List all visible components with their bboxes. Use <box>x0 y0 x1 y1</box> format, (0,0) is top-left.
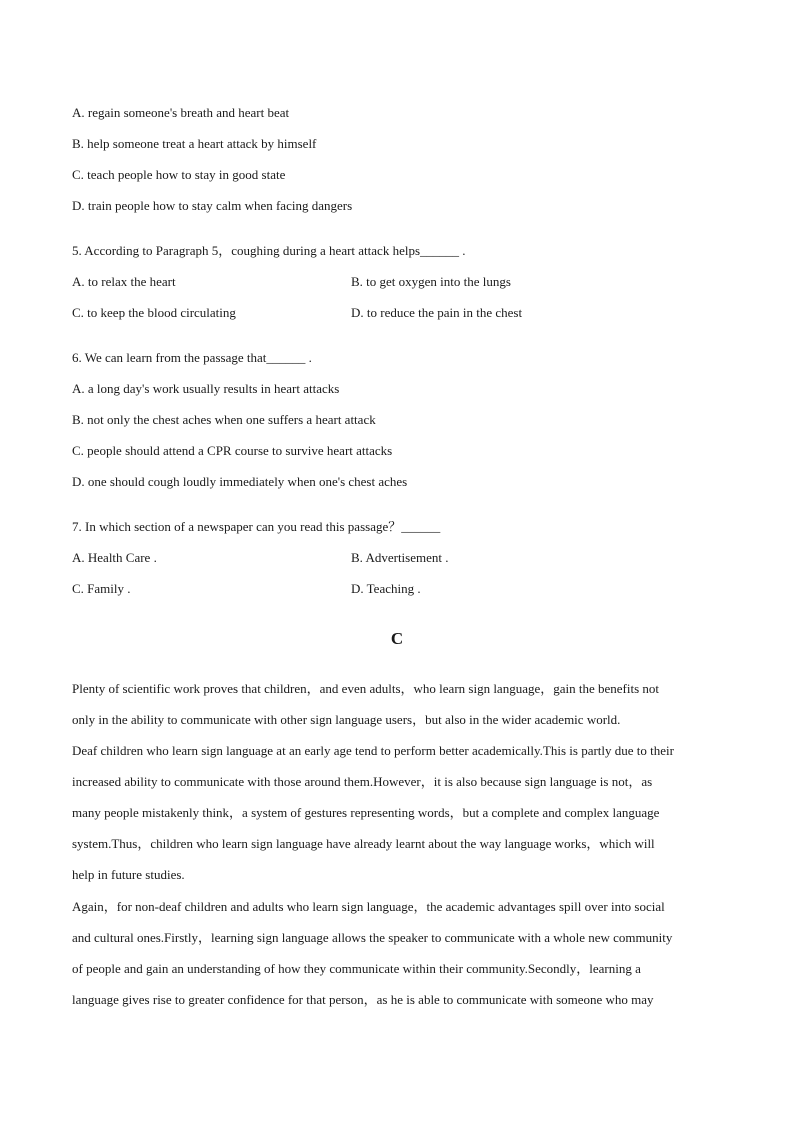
q4-option-d: D. train people how to stay calm when facing dangers <box>72 198 353 213</box>
passage-line: of people and gain an understanding of how they communicate within their community.Secondly，learning a <box>72 961 641 976</box>
q4-option-b: B. help someone treat a heart attack by himself <box>72 136 317 151</box>
passage-line: help in future studies. <box>72 867 185 882</box>
q6-option-d: D. one should cough loudly immediately when one's chest aches <box>72 474 408 489</box>
passage-line: and cultural ones.Firstly，learning sign language allows the speaker to communicate with a whole new community <box>72 930 673 945</box>
section-heading: C <box>390 629 404 648</box>
q6-option-a: A. a long day's work usually results in heart attacks <box>72 381 340 396</box>
q5-option-a: A. to relax the heart <box>72 274 176 289</box>
passage-line: Plenty of scientific work proves that children，and even adults，who learn sign language，gain the benefits not <box>72 681 660 696</box>
q5-option-c: C. to keep the blood circulating <box>72 305 236 320</box>
passage-line: many people mistakenly think，a system of gestures representing words，but a complete and complex language <box>72 805 660 820</box>
q6-option-b: B. not only the chest aches when one suffers a heart attack <box>72 412 376 427</box>
q4-option-c: C. teach people how to stay in good state <box>72 167 286 182</box>
q7-option-b: B. Advertisement . <box>351 550 449 565</box>
q7-option-c: C. Family . <box>72 581 131 596</box>
passage-line: Again，for non-deaf children and adults who learn sign language，the academic advantages spill over into social <box>72 899 665 914</box>
passage-line: only in the ability to communicate with other sign language users，but also in the wider academic world. <box>72 712 621 727</box>
q5-option-b: B. to get oxygen into the lungs <box>351 274 511 289</box>
q6-stem: 6. We can learn from the passage that______ . <box>72 350 312 365</box>
passage-line: language gives rise to greater confidence for that person，as he is able to communicate with someone who may <box>72 992 654 1007</box>
q5-option-d: D. to reduce the pain in the chest <box>351 305 523 320</box>
q4-option-a: A. regain someone's breath and heart beat <box>72 105 290 120</box>
q5-stem: 5. According to Paragraph 5，coughing during a heart attack helps______ . <box>72 243 466 258</box>
q7-stem: 7. In which section of a newspaper can you read this passage？______ <box>72 519 441 534</box>
q7-option-d: D. Teaching . <box>351 581 421 596</box>
q7-option-a: A. Health Care . <box>72 550 157 565</box>
passage-line: Deaf children who learn sign language at an early age tend to perform better academically.This is partly due to their <box>72 743 674 758</box>
passage-line: increased ability to communicate with those around them.However，it is also because sign language is not，as <box>72 774 653 789</box>
q6-option-c: C. people should attend a CPR course to survive heart attacks <box>72 443 393 458</box>
passage-line: system.Thus，children who learn sign language have already learnt about the way language works，which will <box>72 836 655 851</box>
